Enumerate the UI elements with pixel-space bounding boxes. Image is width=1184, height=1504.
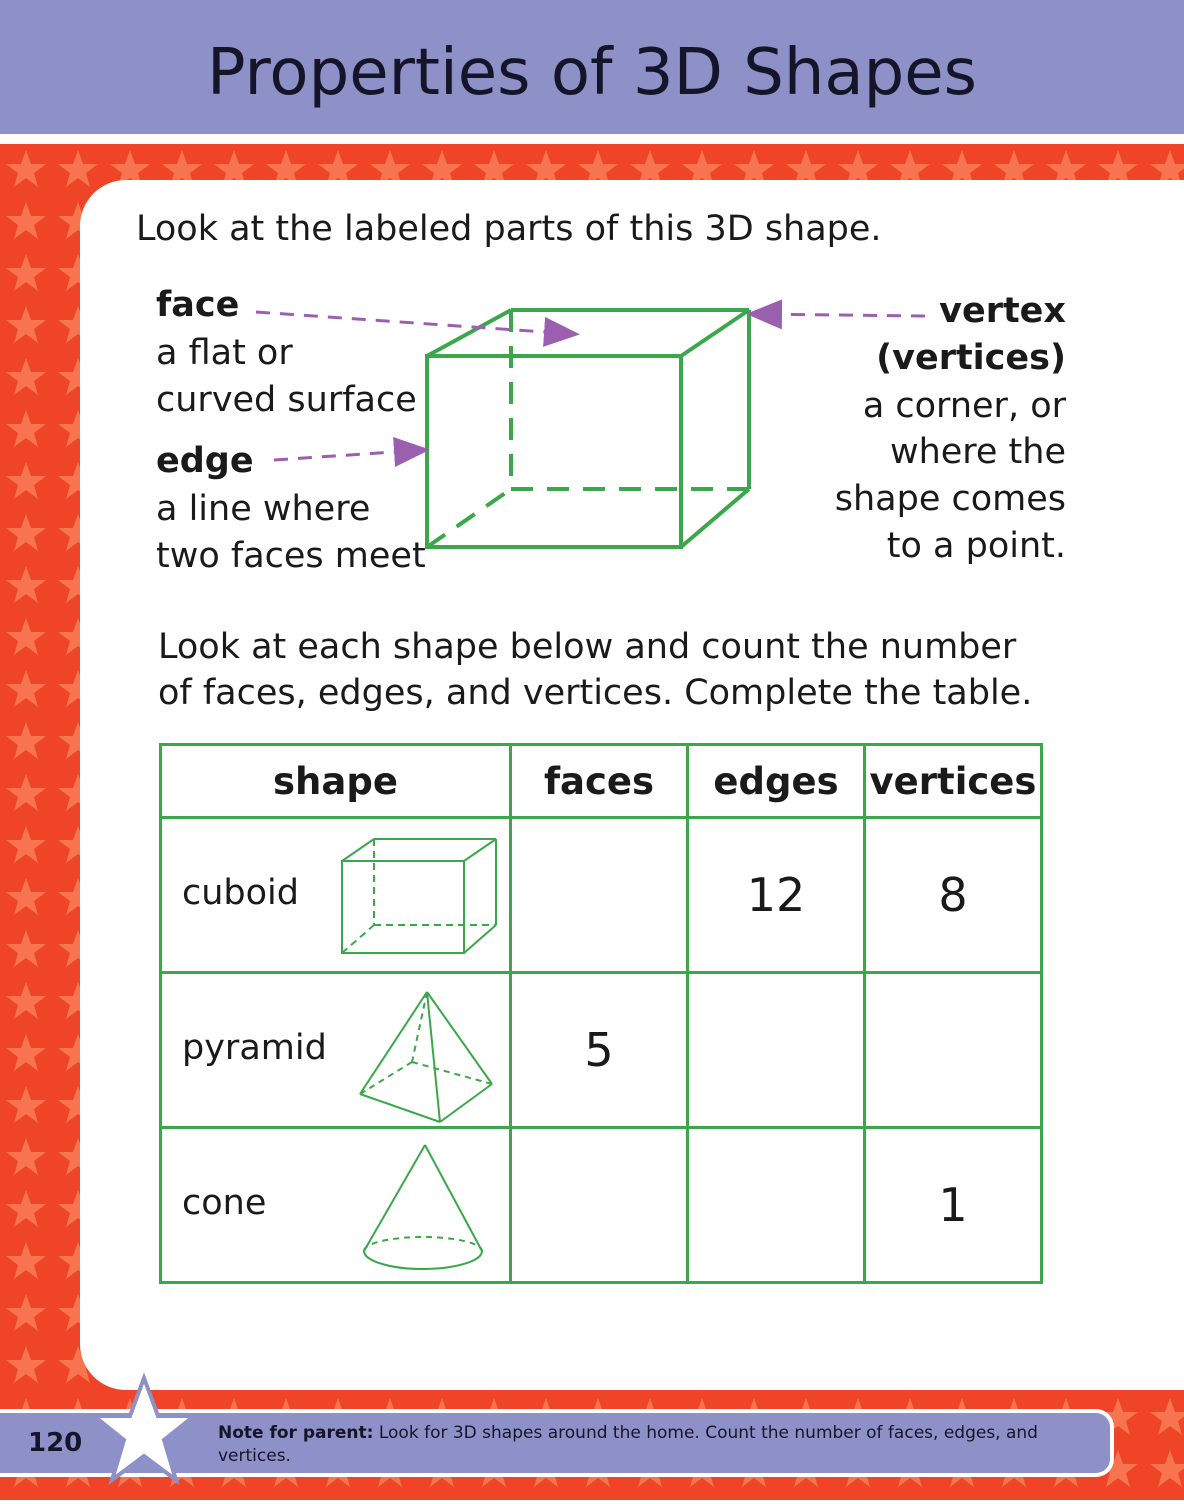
parent-note (218, 1422, 1078, 1468)
shape-name-cone: cone (182, 1183, 267, 1223)
page-title: Properties of 3D Shapes (207, 36, 977, 110)
labeled-cuboid-diagram (0, 0, 1184, 620)
cone-faces[interactable] (511, 1128, 688, 1283)
edge-arrow (274, 450, 424, 460)
vertex-definition-line2: where the (889, 432, 1066, 472)
cuboid-faces[interactable] (511, 818, 688, 973)
vertex-arrow (752, 314, 925, 316)
shape-properties-table (159, 743, 1043, 1284)
cone-vertices[interactable]: 1 (865, 1128, 1042, 1283)
cone-edges[interactable] (688, 1128, 865, 1283)
note-label: Note for parent: (218, 1423, 374, 1443)
cuboid-icon (332, 829, 502, 959)
intro-text: Look at the labeled parts of this 3D shape. (136, 209, 882, 249)
pyramid-faces[interactable]: 5 (511, 973, 688, 1128)
table-row (161, 1128, 1042, 1283)
table-row (161, 973, 1042, 1128)
instructions-line1: Look at each shape below and count the number (158, 627, 1017, 667)
cone-icon (332, 1139, 502, 1279)
shape-cell-pyramid (161, 973, 511, 1128)
vertex-definition-line3: shape comes (834, 479, 1066, 519)
header-faces: faces (511, 745, 688, 818)
cuboid-edges[interactable]: 12 (688, 818, 865, 973)
cuboid-shape (427, 310, 749, 547)
instructions-line2: of faces, edges, and vertices. Complete the table. (158, 673, 1033, 713)
header-shape: shape (161, 745, 511, 818)
page-number: 120 (28, 1428, 83, 1458)
face-definition-line2: curved surface (156, 380, 417, 420)
table-header-row (161, 745, 1042, 818)
vertex-definition-line4: to a point. (886, 526, 1066, 566)
edge-definition-line2: two faces meet (156, 536, 426, 576)
pyramid-icon (332, 984, 502, 1124)
edge-definition-line1: a line where (156, 489, 371, 529)
edge-term: edge (156, 441, 254, 481)
shape-name-cuboid: cuboid (182, 873, 299, 913)
cuboid-vertices[interactable]: 8 (865, 818, 1042, 973)
shape-cell-cuboid (161, 818, 511, 973)
vertex-definition-line1: a corner, or (862, 386, 1066, 426)
pyramid-vertices[interactable] (865, 973, 1042, 1128)
face-term: face (156, 285, 240, 325)
face-arrow (256, 312, 574, 334)
header-vertices: vertices (865, 745, 1042, 818)
header-edges: edges (688, 745, 865, 818)
face-definition-line1: a flat or (156, 333, 293, 373)
label-arrows (256, 312, 925, 460)
note-text: Look for 3D shapes around the home. Count the number of faces, edges, and vertices. (218, 1423, 1038, 1466)
vertex-term: vertex (939, 291, 1066, 331)
shape-cell-cone (161, 1128, 511, 1283)
vertices-term: (vertices) (876, 338, 1066, 378)
table-row (161, 818, 1042, 973)
shape-name-pyramid: pyramid (182, 1028, 327, 1068)
pyramid-edges[interactable] (688, 973, 865, 1128)
star-icon (92, 1372, 196, 1488)
